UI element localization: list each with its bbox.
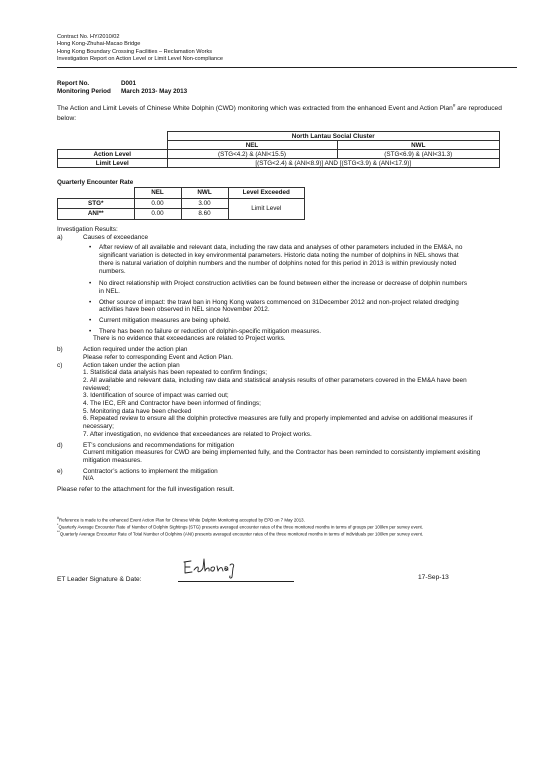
- section-e-label: e): [57, 467, 63, 475]
- bullet-text: Current mitigation measures are being upheld.: [99, 317, 231, 325]
- action-item: 5. Monitoring data have been checked: [83, 407, 192, 415]
- qer-level-header: Level Exceeded: [228, 188, 305, 199]
- ani-label: ANI**: [58, 209, 135, 220]
- bullet-text: There has been no failure or reduction of dolphin-specific mitigation measures.: [99, 327, 322, 335]
- project-name: Hong Kong-Zhuhai-Macao Bridge: [57, 41, 141, 48]
- cluster-header: North Lantau Social Cluster: [167, 132, 500, 141]
- section-b-text: Please refer to corresponding Event and Action Plan.: [83, 353, 233, 361]
- section-a-label: a): [57, 233, 63, 241]
- handwritten-signature: [180, 556, 242, 580]
- intro-footnote-mark: #: [452, 103, 456, 108]
- action-item: 2. All available and relevant data, including raw data and statistical analysis results of other parameters covered in the EM&A have been reviewed;: [83, 376, 467, 392]
- action-item: 1. Statistical data analysis has been repeated to confirm findings;: [83, 369, 268, 377]
- bullet-icon: •: [89, 327, 92, 335]
- action-level-nwl: (STG<6.9) & (ANI<31.3): [337, 150, 500, 159]
- level-exceeded-value: Limit Level: [228, 198, 305, 219]
- qer-title: Quarterly Encounter Rate: [57, 179, 134, 186]
- report-info: [57, 80, 187, 96]
- bullet-icon: •: [89, 244, 92, 252]
- ani-nel: 0.00: [134, 209, 181, 220]
- action-level-nel: (STG<4.2) & (ANI<15.5): [167, 150, 337, 159]
- report-type: Investigation Report on Action Level or Limit Level Non-compliance: [57, 56, 224, 63]
- bullet-text: After review of all available and relevant data, including the raw data and analyses of other parameters included in the EM&A, no significant variation is detected in key environmental parameters. Historic data noting the number of dolphins in NEL shows that there is natural variation of dolphin numbers and the number of dolphins noted for this period in 2013 is within previously noted numbers.: [99, 244, 463, 275]
- section-d-label: d): [57, 441, 63, 449]
- section-c-title: Action taken under the action plan: [83, 361, 180, 369]
- section-d-title: ET’s conclusions and recommendations for mitigation: [83, 441, 235, 449]
- footnote-text: Quarterly Average Encounter Rate of Number of Dolphin Sightings (STG) presents averaged encounter rates of the three monitored months in terms of groups per 100km per survey event.: [58, 524, 423, 530]
- qer-nwl-header: NWL: [181, 188, 228, 199]
- stg-label: STG*: [58, 198, 135, 209]
- action-level-label: Action Level: [58, 150, 168, 159]
- qer-nel-header: NEL: [134, 188, 181, 199]
- intro-text: The Action and Limit Levels of Chinese White Dolphin (CWD) monitoring which was extracted from the enhanced Event and Action Plan: [57, 105, 453, 113]
- limit-level-value: [(STG<2.4) & (ANI<8.9)] AND [(STG<3.9) & (ANI<17.9)]: [167, 159, 500, 168]
- footnote-mark: **: [57, 529, 60, 534]
- signature-line: [178, 581, 294, 582]
- section-e-title: Contractor’s actions to implement the mitigation: [83, 467, 218, 475]
- footnote-mark: *: [57, 522, 59, 527]
- section-a: [57, 234, 507, 242]
- encounter-rate-table: [57, 187, 305, 220]
- bullet-text: Other source of impact: the trawl ban in Hong Kong waters commenced on 31December 2012 and non-project related dredging activities have been observed in NEL since November 2012.: [99, 298, 459, 314]
- ani-nwl: 8.60: [181, 209, 228, 220]
- section-c-label: c): [57, 361, 63, 369]
- intro-paragraph: [57, 101, 507, 123]
- footnote-mark: #: [57, 516, 60, 520]
- action-item: 4. The IEC, ER and Contractor have been informed of findings;: [83, 400, 261, 408]
- section-a-title: Causes of exceedance: [83, 233, 149, 241]
- signature-label: ET Leader Signature & Date:: [57, 576, 142, 583]
- section-d: [57, 442, 507, 450]
- footnote-text: Reference is made to the enhanced Event Action Plan for Chinese White Dolphin Monitoring accepted by EPD on 7 May 2013.: [59, 517, 305, 523]
- action-item: 3. Identification of source of impact was carried out;: [83, 392, 229, 400]
- stg-nel: 0.00: [134, 198, 181, 209]
- signature-date: 17-Sep-13: [418, 574, 449, 581]
- cause-bullet: [89, 299, 469, 314]
- section-b: [57, 346, 507, 354]
- monitoring-period-value: March 2013- May 2013: [121, 88, 188, 95]
- cause-bullet: [89, 280, 469, 295]
- section-d-text: Current mitigation measures for CWD are being implemented fully, and the Contractor has been reminded to consistently implement exisiting mitigation measures.: [83, 449, 481, 464]
- action-limit-table: [57, 131, 500, 168]
- section-b-title: Action required under the action plan: [83, 346, 188, 354]
- monitoring-period-label: Monitoring Period: [57, 88, 111, 95]
- cause-bullet: [89, 244, 469, 275]
- footnote-text: Quarterly Average Encounter Rate of Total Number of Dolphins (ANI) presents averaged encounter rates of the three monitored months in terms of individuals per 100km per survey event.: [59, 531, 424, 537]
- footnotes: [57, 516, 507, 537]
- works-name: Hong Kong Boundary Crossing Facilities – Reclamation Works: [57, 48, 213, 55]
- report-no-value: D001: [121, 80, 137, 87]
- cause-bullet: [89, 317, 469, 325]
- nwl-col-header: NWL: [337, 141, 500, 150]
- action-item: 7. After investigation, no evidence that exceedances are related to Project works.: [83, 430, 312, 438]
- section-e-text: N/A: [83, 475, 94, 483]
- action-item: 6. Repeated review to ensure all the dolphin protective measures are fully and properly implemented and advise on additional measures if necessary;: [83, 415, 473, 431]
- investigation-heading: Investigation Results:: [57, 226, 118, 233]
- report-no-label: Report No.: [57, 80, 90, 87]
- bullet-icon: •: [89, 298, 92, 306]
- section-c: [57, 362, 507, 370]
- nel-col-header: NEL: [167, 141, 337, 150]
- investigation-results: [57, 226, 507, 494]
- bullet-icon: •: [89, 280, 92, 288]
- document-header: [57, 34, 517, 68]
- limit-level-label: Limit Level: [58, 159, 168, 168]
- contract-number: Contract No. HY/2010/02: [57, 34, 120, 40]
- bullet-text: No direct relationship with Project construction activities can be found between either the increase or decrease of dolphin numbers in NEL.: [99, 280, 468, 295]
- bullet-icon: •: [89, 317, 92, 325]
- stg-nwl: 3.00: [181, 198, 228, 209]
- section-b-label: b): [57, 346, 63, 354]
- section-e: [57, 468, 507, 476]
- no-evidence-text: There is no evidence that exceedances are related to Project works.: [93, 335, 286, 343]
- cause-bullet: [89, 328, 469, 336]
- closing-text: Please refer to the attachment for the full investigation result.: [57, 486, 235, 494]
- intro-text-end: are reproduced below:: [57, 105, 502, 122]
